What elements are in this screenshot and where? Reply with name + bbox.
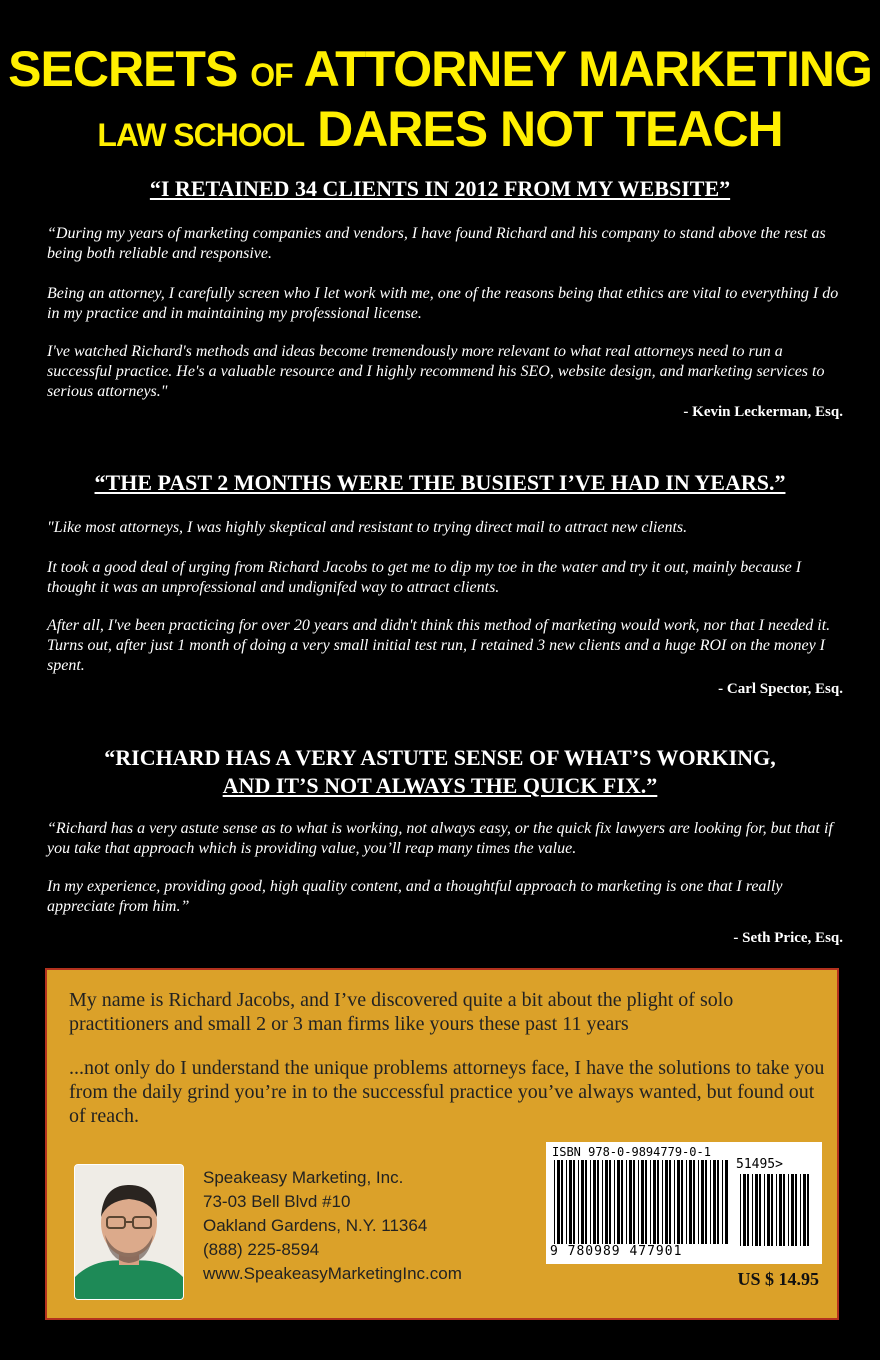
barcode-main-digits: 9 780989 477901 [550,1244,683,1259]
testimonial-2-heading: “THE PAST 2 MONTHS WERE THE BUSIEST I’VE HAD IN YEARS.” [94,470,786,495]
testimonial-1-paragraph-2: Being an attorney, I carefully screen who I let work with me, one of the reasons being that ethics are vital to everything I do in my practice and in maintaining my professional license. [47,285,839,322]
testimonial-3-paragraph-2: In my experience, providing good, high quality content, and a thoughtful approach to marketing is one that I really appreciate from him.” [47,878,783,915]
author-portrait-icon [75,1165,183,1299]
title-law-school: LAW SCHOOL [97,117,305,153]
testimonial-1-heading: “I RETAINED 34 CLIENTS IN 2012 FROM MY WEBSITE” [149,176,731,201]
contact-block [203,1166,462,1286]
title-attorney-marketing: ATTORNEY MARKETING [303,41,872,97]
author-bio-box [45,968,839,1320]
contact-website: www.SpeakeasyMarketingInc.com [203,1264,462,1283]
barcode-main-bars-icon [552,1160,730,1244]
testimonial-3-author: - Seth Price, Esq. [733,930,843,946]
testimonial-3-heading-line-2: AND IT’S NOT ALWAYS THE QUICK FIX.” [222,773,658,798]
contact-phone: (888) 225-8594 [203,1240,320,1259]
barcode-addon-bars-icon [738,1174,814,1246]
bio-paragraph-1: My name is Richard Jacobs, and I’ve discovered quite a bit about the plight of solo practitioners and small 2 or 3 man firms like yours these past 11 years [69,989,734,1035]
bio-paragraph-2: ...not only do I understand the unique problems attorneys face, I have the solutions to take you from the daily grind you’re in to the successful practice you’ve always wanted, but found out of reach. [69,1057,825,1127]
price-label: US $ 14.95 [737,1269,819,1289]
cover-title-line-1 [0,41,880,97]
contact-city: Oakland Gardens, N.Y. 11364 [203,1216,428,1235]
title-dares-not-teach: DARES NOT TEACH [317,101,783,157]
isbn-label: ISBN 978-0-9894779-0-1 [552,1145,711,1159]
title-word-of: OF [250,57,293,93]
testimonial-2-paragraph-1: "Like most attorneys, I was highly skeptical and resistant to trying direct mail to attract new clients. [47,519,688,536]
isbn-barcode [546,1142,822,1264]
testimonial-1-paragraph-3: I've watched Richard's methods and ideas become tremendously more relevant to what real attorneys need to run a successful practice. He's a valuable resource and I highly recommend his SEO, website design, and marketing services to serious attorneys." [47,343,825,400]
cover-title-line-2 [0,101,880,157]
testimonial-3-heading [0,744,880,800]
testimonial-2-author: - Carl Spector, Esq. [718,681,843,697]
title-word-secrets: SECRETS [8,41,238,97]
contact-company: Speakeasy Marketing, Inc. [203,1168,404,1187]
testimonial-1-paragraph-1: “During my years of marketing companies and vendors, I have found Richard and his company to stand above the rest as being both reliable and responsive. [47,225,826,262]
testimonial-1-author: - Kevin Leckerman, Esq. [683,404,843,420]
contact-street: 73-03 Bell Blvd #10 [203,1192,351,1211]
testimonial-3-heading-line-1: “RICHARD HAS A VERY ASTUTE SENSE OF WHAT’S WORKING, [104,745,776,770]
barcode-addon-digits: 51495> [736,1157,783,1172]
author-photo [74,1164,184,1300]
testimonial-2-paragraph-2: It took a good deal of urging from Richard Jacobs to get me to dip my toe in the water and try it out, mainly because I thought it was an unprofessional and undignifed way to attract clients. [47,559,802,596]
testimonial-2-paragraph-3: After all, I've been practicing for over 20 years and didn't think this method of marketing would work, nor that I needed it. Turns out, after just 1 month of doing a very small initial test run, I retained 3 new clients and a huge ROI on the money I spent. [47,617,831,674]
testimonial-3-paragraph-1: “Richard has a very astute sense as to what is working, not always easy, or the quick fix lawyers are looking for, but that if you take that approach which is providing value, you’ll reap many times the value. [47,820,833,857]
